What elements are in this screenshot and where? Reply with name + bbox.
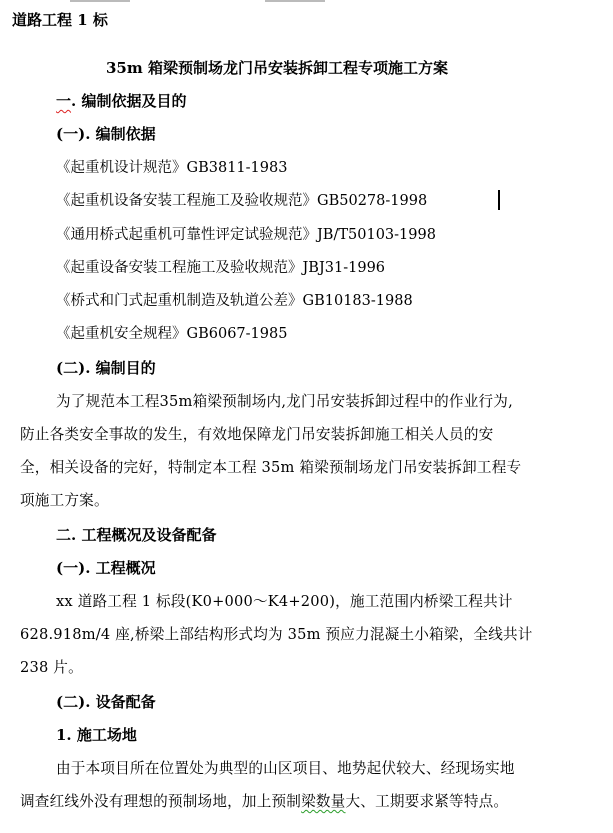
heading-section-1-marker: 一 — [56, 92, 72, 110]
text-cursor — [498, 190, 500, 210]
reference-item: 《桥式和门式起重机制造及轨道公差》GB10183-1988 — [56, 293, 413, 309]
subheading-purpose: (二). 编制目的 — [56, 359, 156, 377]
paragraph-line: 全，相关设备的完好，特制定本工程 35m 箱梁预制场龙门吊安装拆卸工程专 — [20, 459, 522, 476]
section-label: 道路工程 1 标 — [12, 11, 108, 29]
heading-section-1 — [56, 91, 186, 111]
reference-item: 《起重机设备安装工程施工及验收规范》GB50278-1998 — [56, 193, 428, 209]
grammar-flagged-text: 梁数量 — [301, 793, 346, 810]
reference-item: 《起重机安全规程》GB6067-1985 — [56, 326, 288, 342]
paragraph-line: 238 片。 — [20, 659, 83, 676]
reference-item: 《通用桥式起重机可靠性评定试验规范》JB/T50103-1998 — [56, 227, 436, 243]
heading-section-2: 二. 工程概况及设备配备 — [56, 526, 217, 544]
subheading-equipment: (二). 设备配备 — [56, 693, 156, 711]
paragraph-line: xx 道路工程 1 标段(K0+000～K4+200)，施工范围内桥梁工程共计 — [56, 593, 513, 610]
subheading-overview: (一). 工程概况 — [56, 559, 156, 577]
cropped-text-fragment — [265, 0, 325, 2]
paragraph-line: 由于本项目所在位置处为典型的山区项目、地势起伏较大、经现场实地 — [56, 760, 515, 777]
paragraph-line: 防止各类安全事故的发生，有效地保障龙门吊安装拆卸施工相关人员的安 — [20, 426, 494, 443]
paragraph-fragment: 调查红线外没有理想的预制场地，加上预制 — [20, 793, 302, 810]
paragraph-fragment: 大、工期要求紧等特点。 — [345, 793, 509, 810]
item-construction-site: 1. 施工场地 — [56, 726, 137, 744]
heading-section-1-text: . 编制依据及目的 — [71, 92, 187, 110]
reference-item: 《起重机设计规范》GB3811-1983 — [56, 160, 288, 176]
paragraph-line — [20, 792, 508, 812]
subheading-basis: (一). 编制依据 — [56, 125, 156, 143]
paragraph-line: 628.918m/4 座,桥梁上部结构形式均为 35m 预应力混凝土小箱梁，全线共计 — [20, 626, 533, 643]
paragraph-line: 为了规范本工程35m箱梁预制场内,龙门吊安装拆卸过程中的作业行为, — [56, 393, 513, 410]
paragraph-line: 项施工方案。 — [20, 492, 109, 509]
reference-item: 《起重设备安装工程施工及验收规范》JBJ31-1996 — [56, 260, 386, 276]
document-title: 35m 箱梁预制场龙门吊安装拆卸工程专项施工方案 — [106, 59, 448, 77]
cropped-text-fragment — [70, 0, 130, 2]
